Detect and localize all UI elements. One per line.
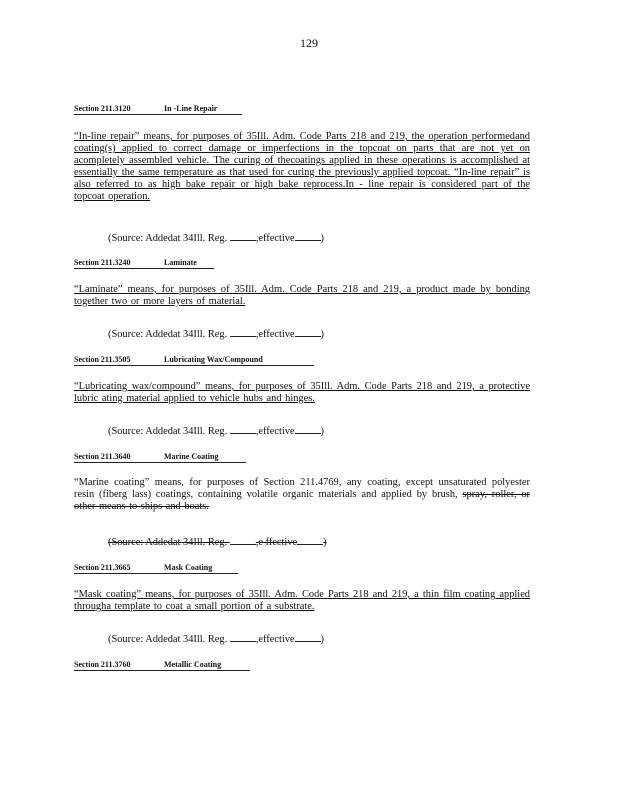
section-title: Metallic Coating: [164, 660, 222, 669]
source-note: [108, 424, 324, 438]
page-number: 129: [300, 36, 318, 50]
close-paren: ): [320, 634, 324, 645]
section-number: Section 211.3240: [74, 258, 131, 267]
section-title: Laminate: [164, 258, 197, 267]
source-note: [108, 327, 324, 341]
section-body: [74, 477, 530, 513]
section-title: Lubricating Wax/Compound: [164, 355, 263, 364]
section-body: “Lubricating wax/compound” means, for purposes of 35Ill. Adm. Code Parts 218 and 219, a protective lubric ating material applied to vehicle hubs and hinges.: [74, 381, 530, 404]
blank-line: [297, 535, 323, 545]
close-paren: ): [320, 426, 324, 437]
body-plain-text: “Marine coating” means, for purposes of Section 211.4769, any coating, except unsaturated polyester resin (fiberg lass) coatings, containing volatile organic materials and applied by brush,: [74, 477, 530, 500]
close-paren: ): [320, 329, 324, 340]
blank-line: [295, 424, 321, 434]
blank-line: [230, 535, 256, 545]
blank-line: [230, 231, 256, 241]
blank-line: [230, 424, 256, 434]
section-body: “Laminate” means, for purposes of 35Ill. Adm. Code Parts 218 and 219, a product made by bonding together two or more layers of material.: [74, 284, 530, 307]
section-number: Section 211.3760: [74, 660, 131, 669]
section-number: Section 211.3505: [74, 355, 131, 364]
source-text: (Source: Addedat 34Ill. Reg.: [108, 634, 230, 645]
section-heading: [74, 104, 242, 115]
section-heading: [74, 563, 238, 574]
effective-text: ,effective: [255, 634, 295, 645]
section-title: Mask Coating: [164, 563, 213, 572]
close-paren: ): [320, 233, 324, 244]
source-note: [108, 231, 324, 245]
blank-line: [295, 632, 321, 642]
section-title: In -Line Repair: [164, 104, 218, 113]
effective-text: ,effective: [255, 426, 295, 437]
section-body: “Mask coating” means, for purposes of 35Ill. Adm. Code Parts 218 and 219, a thin film coating applied througha template to coat a small portion of a substrate.: [74, 589, 530, 612]
section-heading: [74, 452, 246, 463]
source-note: [108, 535, 327, 549]
section-number: Section 211.3665: [74, 563, 131, 572]
source-text: (Source: Addedat 34Ill. Reg.: [108, 233, 230, 244]
body-struck-text: spray, roller, or other means to ships and boats.: [74, 489, 530, 512]
close-paren: ): [323, 537, 327, 548]
section-number: Section 211.3640: [74, 452, 131, 461]
section-body: “In-line repair” means, for purposes of 35Ill. Adm. Code Parts 218 and 219, the operation performedand coating(s) applied to correct damage or imperfections in the topcoat on parts that are not yet on acompletely assembled vehicle. The curing of thecoatings applied in these operations is accomplished at essentially the same temperature as that used for curing the previously applied topcoat. “In-line repair” is also referred to as high bake repair or high bake reprocess.In - line repair is considered part of the topcoat operation.: [74, 131, 530, 202]
blank-line: [295, 327, 321, 337]
source-note: [108, 632, 324, 646]
section-title: Marine Coating: [164, 452, 219, 461]
section-heading: [74, 258, 214, 269]
blank-line: [230, 632, 256, 642]
effective-text: ,effective: [255, 233, 295, 244]
effective-text: ,e ffective: [255, 537, 298, 548]
source-text: (Source: Addedat 34Ill. Reg.: [108, 537, 230, 548]
source-text: (Source: Addedat 34Ill. Reg.: [108, 329, 230, 340]
source-text: (Source: Addedat 34Ill. Reg.: [108, 426, 230, 437]
section-heading: [74, 355, 314, 366]
effective-text: ,effective: [255, 329, 295, 340]
section-number: Section 211.3120: [74, 104, 131, 113]
blank-line: [295, 231, 321, 241]
section-heading: [74, 660, 250, 671]
blank-line: [230, 327, 256, 337]
